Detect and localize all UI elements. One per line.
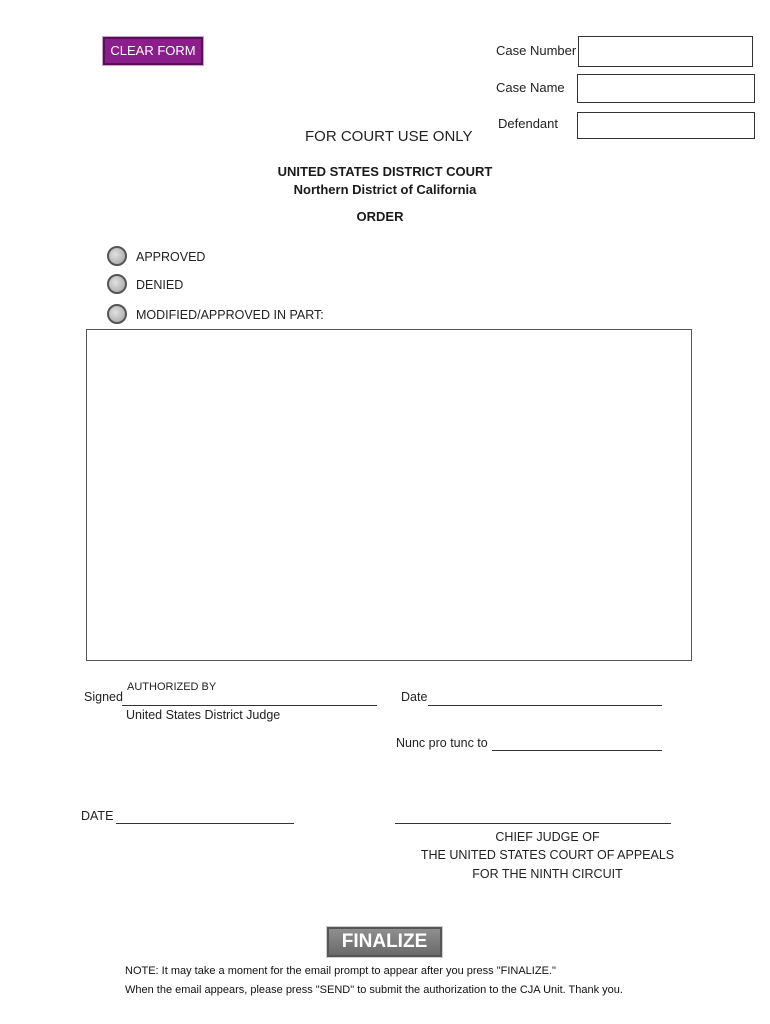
defendant-field[interactable]: [577, 112, 755, 139]
modified-label: MODIFIED/APPROVED IN PART:: [136, 308, 324, 322]
chief-judge-line3: FOR THE NINTH CIRCUIT: [472, 867, 623, 881]
note-line-2: When the email appears, please press "SEND" to submit the authorization to the CJA Unit. Thank you.: [125, 984, 623, 996]
court-district: Northern District of California: [293, 182, 477, 197]
chief-judge-line1: CHIEF JUDGE OF: [495, 830, 600, 844]
judge-title: United States District Judge: [126, 708, 281, 722]
court-name: UNITED STATES DISTRICT COURT: [277, 164, 493, 179]
defendant-label: Defendant: [498, 116, 558, 131]
authorized-by-label: AUTHORIZED BY: [127, 681, 217, 693]
modified-radio[interactable]: [107, 304, 127, 324]
court-use-heading: FOR COURT USE ONLY: [305, 128, 473, 145]
clear-form-button[interactable]: CLEAR FORM: [103, 37, 203, 65]
case-number-label: Case Number: [496, 43, 577, 58]
chief-judge-line2: THE UNITED STATES COURT OF APPEALS: [420, 848, 675, 862]
chief-judge-signature-line[interactable]: [395, 823, 671, 824]
denied-radio[interactable]: [107, 274, 127, 294]
denied-label: DENIED: [136, 278, 184, 292]
date-label: Date: [401, 690, 428, 704]
case-number-field[interactable]: [578, 36, 753, 67]
case-name-field[interactable]: [577, 74, 755, 103]
bottom-date-label: DATE: [81, 809, 114, 823]
nunc-pro-tunc-line[interactable]: [492, 750, 662, 751]
finalize-button[interactable]: FINALIZE: [327, 927, 442, 957]
approved-label: APPROVED: [136, 250, 206, 264]
nunc-pro-tunc-label: Nunc pro tunc to: [396, 736, 488, 750]
case-name-label: Case Name: [496, 80, 565, 95]
date-line[interactable]: [428, 705, 662, 706]
signed-label: Signed: [84, 690, 123, 704]
note-line-1: NOTE: It may take a moment for the email prompt to appear after you press "FINALIZE.": [125, 965, 556, 977]
signed-line[interactable]: [122, 705, 377, 706]
approved-radio[interactable]: [107, 246, 127, 266]
comments-textarea[interactable]: [86, 329, 692, 661]
bottom-date-line[interactable]: [116, 823, 294, 824]
order-heading: ORDER: [356, 209, 404, 224]
